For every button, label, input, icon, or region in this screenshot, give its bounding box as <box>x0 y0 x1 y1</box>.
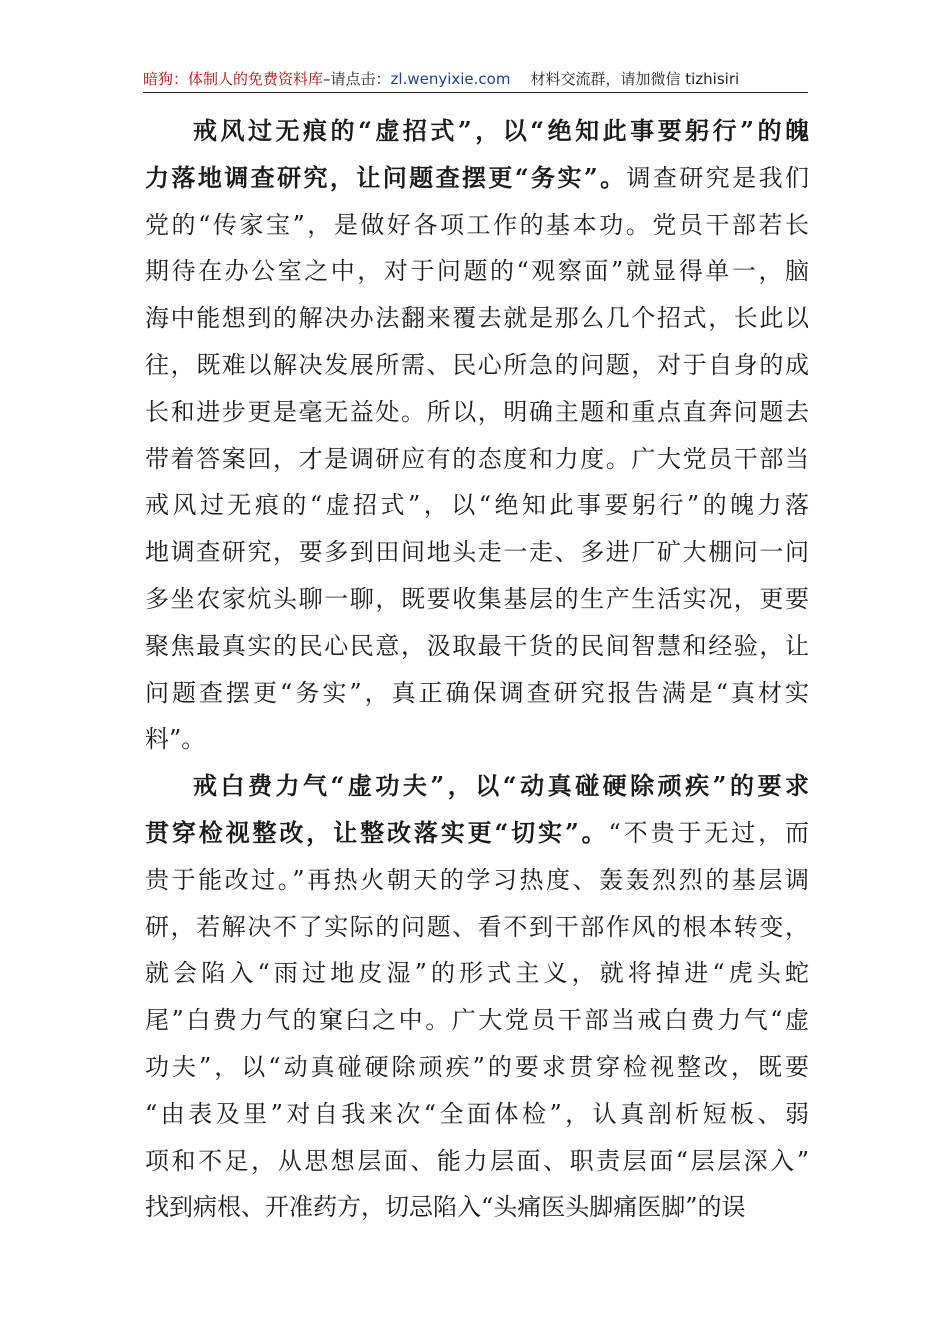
paragraph <box>145 108 809 763</box>
body-text: 地调查研究，要多到田间地头走一走、多进厂矿大棚问一问 <box>145 538 809 567</box>
body-text: 聚焦最真实的民心民意，汲取最干货的民间智慧和经验，让 <box>145 631 809 660</box>
paragraph <box>145 763 809 1231</box>
bold-lead-text: 贯穿检视整改，让整改落实更“切实”。 <box>145 817 609 847</box>
text-line <box>145 1044 809 1091</box>
body-text: 贵于能改过。”再热火朝天的学习热度、轰轰烈烈的基层调 <box>145 865 809 894</box>
text-line <box>145 810 809 857</box>
text-line <box>145 623 809 670</box>
text-line <box>145 904 809 951</box>
text-line <box>145 950 809 997</box>
header-group-note: 材料交流群，请加微信 tizhisiri <box>530 70 740 88</box>
body-text: “由表及里”对自我来次“全面体检”，认真剖析短板、弱 <box>145 1099 809 1128</box>
paragraph-container <box>145 108 809 1231</box>
body-text: 就会陷入“雨过地皮湿”的形式主义，就将掉进“虎头蛇 <box>145 959 809 988</box>
text-line <box>145 436 809 483</box>
text-line <box>145 155 809 202</box>
text-line <box>145 576 809 623</box>
body-text: 项和不足，从思想层面、能力层面、职责层面“层层深入” <box>145 1146 809 1175</box>
document-body <box>145 108 809 1231</box>
text-line <box>145 529 809 576</box>
body-text: 带着答案回，才是调研应有的态度和力度。广大党员干部当 <box>145 444 809 473</box>
text-line <box>145 108 809 155</box>
body-text: 戒风过无痕的“虚招式”，以“绝知此事要躬行”的魄力落 <box>145 491 809 520</box>
body-text: 党的“传家宝”，是做好各项工作的基本功。党员干部若长 <box>145 210 809 239</box>
bold-lead-text: 戒白费力气“虚功夫”，以“动真碰硬除顽疾”的要求 <box>193 771 809 801</box>
text-line <box>145 716 809 763</box>
header-url-link[interactable]: zl.wenyixie.com <box>390 70 511 88</box>
bold-lead-text: 戒风过无痕的“虚招式”，以“绝知此事要躬行”的魄 <box>193 116 809 145</box>
body-text: “不贵于无过，而 <box>608 818 809 847</box>
body-text: 研，若解决不了实际的问题、看不到干部作风的根本转变， <box>145 912 809 941</box>
text-line <box>145 1184 809 1231</box>
text-line <box>145 1138 809 1185</box>
text-line <box>145 670 809 717</box>
text-line <box>145 248 809 295</box>
body-text: 多坐农家炕头聊一聊，既要收集基层的生产生活实况，更要 <box>145 584 809 613</box>
body-text: 调查研究是我们 <box>626 163 810 192</box>
text-line <box>145 389 809 436</box>
body-text: 期待在办公室之中，对于问题的“观察面”就显得单一，脑 <box>145 257 809 286</box>
header-site-name: 暗狗：体制人的免费资料库 <box>143 70 324 88</box>
text-line <box>145 763 809 810</box>
text-line <box>145 295 809 342</box>
bold-lead-text: 力落地调查研究，让问题查摆更“务实”。 <box>145 162 627 192</box>
text-line <box>145 997 809 1044</box>
body-text: 往，既难以解决发展所需、民心所急的问题，对于自身的成 <box>145 350 809 379</box>
body-text: 找到病根、开准药方，切忌陷入“头痛医头脚痛医脚”的误 <box>145 1193 746 1222</box>
body-text: 尾”白费力气的窠臼之中。广大党员干部当戒白费力气“虚 <box>145 1006 809 1035</box>
text-line <box>145 857 809 904</box>
body-text: 长和进步更是毫无益处。所以，明确主题和重点直奔问题去 <box>145 397 809 426</box>
body-text: 功夫”，以“动真碰硬除顽疾”的要求贯穿检视整改，既要 <box>145 1052 809 1081</box>
body-text: 问题查摆更“务实”，真正确保调查研究报告满是“真材实 <box>145 678 809 707</box>
text-line <box>145 202 809 249</box>
text-line <box>145 342 809 389</box>
text-line <box>145 482 809 529</box>
header-click-prompt: –请点击： <box>323 70 391 88</box>
body-text: 海中能想到的解决办法翻来覆去就是那么几个招式，长此以 <box>145 304 809 333</box>
body-text: 料”。 <box>145 725 206 754</box>
text-line <box>145 1091 809 1138</box>
page-header <box>143 66 808 93</box>
